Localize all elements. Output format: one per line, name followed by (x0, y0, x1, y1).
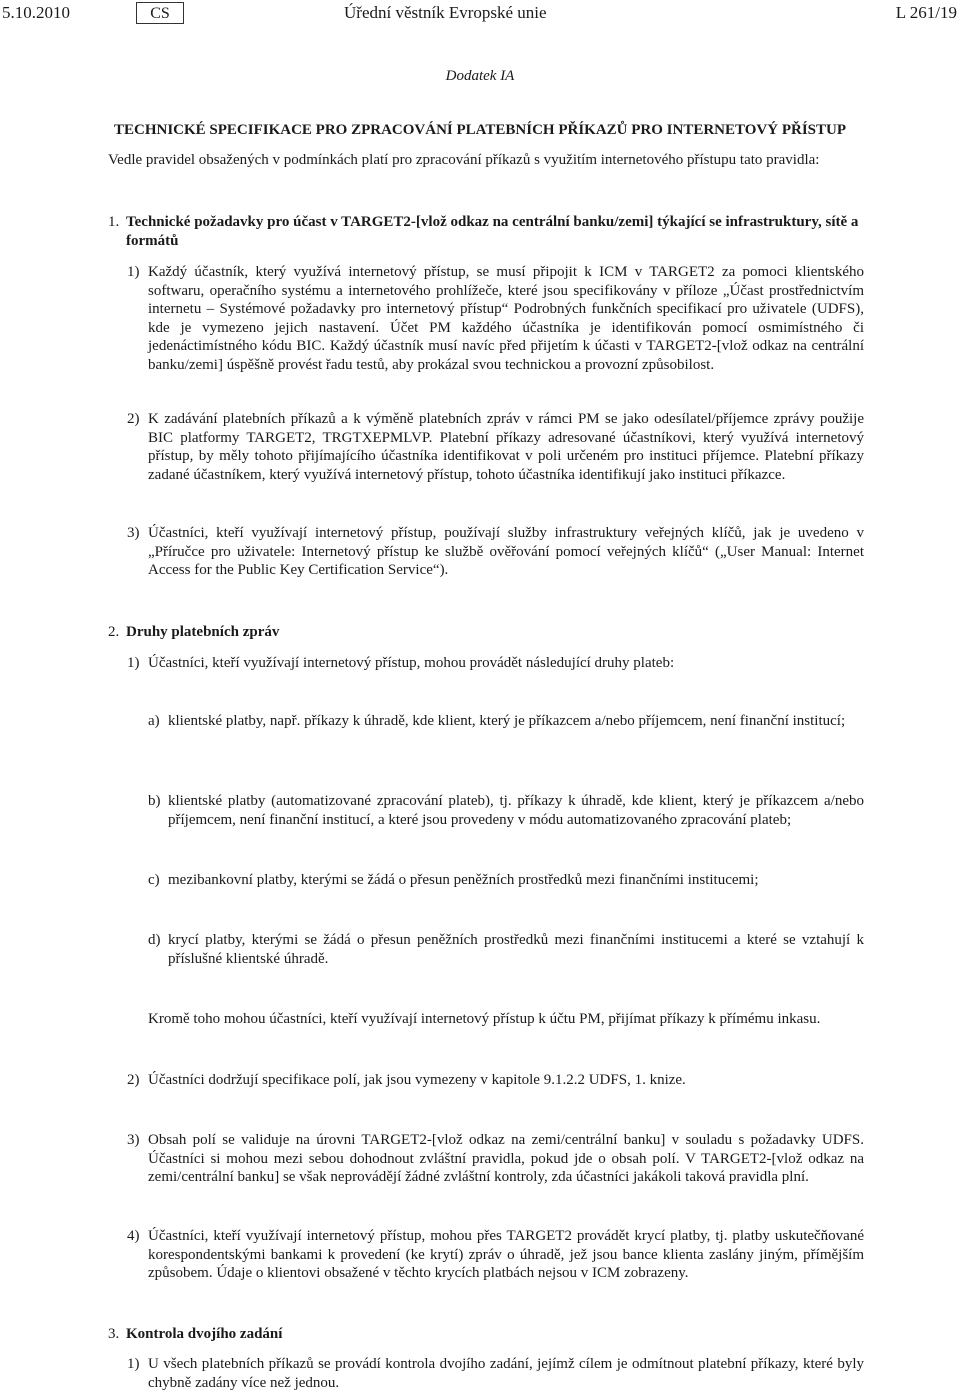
sub-list-item (148, 871, 864, 890)
section-2-note: Kromě toho mohou účastníci, kteří využívají internetový přístup k účtu PM, přijímat příkazy k přímému inkasu. (148, 1011, 821, 1027)
item-number: 3) (127, 525, 140, 541)
item-text: Účastníci, kteří využívají internetový přístup, mohou přes TARGET2 provádět krycí platby, tj. platby uskutečňované korespondentskými bankami k provedení (ke krytí) zpráv o úhradě, jež jsou bance klienta zaslány jiným, přímějším způsobem. Údaje o klientovi obsažené v těchto krycích platbách nejsou v ICM zobrazeny. (148, 1228, 864, 1281)
section-2-heading (108, 623, 868, 642)
sub-list-item (148, 931, 864, 968)
item-text: K zadávání platebních příkazů a k výměně platebních zpráv v rámci PM se jako odesílatel/příjemce zprávy použije BIC platformy TARGET2, TRGTXEPMLVP. Platební příkazy adresované účastníkovi, který využívá internetový přístup, by měly tohoto přijímajícího účastníka identifikovat v poli určeném pro instituci příjemce. Platební příkazy zadané účastníkem, který využívá internetový přístup, tohoto účastníka identifikují jako instituci příkazce. (148, 411, 864, 483)
item-number: 2) (127, 1072, 140, 1088)
item-text: Účastníci dodržují specifikace polí, jak jsou vymezeny v kapitole 9.1.2.2 UDFS, 1. knize. (148, 1072, 686, 1088)
sub-item-text: klientské platby (automatizované zpracování plateb), tj. příkazy k úhradě, kde klient, který je příkazcem a/nebo příjemcem, není finanční institucí, a které jsou provedeny v módu automatizovaného zpracování plateb; (168, 793, 864, 828)
section-1-title: Technické požadavky pro účast v TARGET2-[vlož odkaz na centrální banku/zemi] týkající se infrastruktury, sítě a formátů (126, 214, 859, 249)
page-number: L 261/19 (895, 3, 957, 22)
sub-item-text: mezibankovní platby, kterými se žádá o přesun peněžních prostředků mezi finančními institucemi; (168, 872, 759, 888)
item-number: 4) (127, 1228, 140, 1244)
list-item (127, 524, 864, 580)
item-number: 3) (127, 1132, 140, 1148)
list-item (127, 410, 864, 484)
item-text: U všech platebních příkazů se provádí kontrola dvojího zadání, jejímž cílem je odmítnout platební příkazy, které byly chybně zadány více než jednou. (148, 1356, 864, 1391)
item-number: 1) (127, 655, 140, 671)
sub-item-letter: d) (148, 932, 161, 948)
item-number: 2) (127, 411, 140, 427)
list-item (127, 654, 864, 673)
list-item (127, 1355, 864, 1392)
sub-list-item (148, 792, 864, 829)
section-3-number: 3. (108, 1326, 120, 1342)
section-2-title: Druhy platebních zpráv (126, 624, 280, 640)
section-1-number: 1. (108, 214, 120, 230)
sub-item-letter: c) (148, 872, 160, 888)
item-number: 1) (127, 1356, 140, 1372)
list-item (127, 263, 864, 374)
annex-label: Dodatek IA (445, 68, 515, 84)
section-2-number: 2. (108, 624, 120, 640)
item-text: Účastníci, kteří využívají internetový přístup, mohou provádět následující druhy plateb: (148, 655, 675, 671)
section-3-title: Kontrola dvojího zadání (126, 1326, 283, 1342)
sub-item-text: krycí platby, kterými se žádá o přesun peněžních prostředků mezi finančními institucemi a které se vztahují k příslušné klientské úhradě. (168, 932, 864, 967)
list-item (127, 1131, 864, 1187)
item-text: Každý účastník, který využívá internetový přístup, se musí připojit k ICM v TARGET2 za pomoci klientského softwaru, operačního systému a internetového prohlížeče, které jsou specifikovány v příloze „Účast prostřednictvím internetu – Systémové požadavky pro internetový přístup“ Podrobných funkčních specifikací pro uživatele (UDFS), kde je vymezeno jejich nastavení. Účet PM každého účastníka je identifikován pomocí osmimístného či jedenáctimístného kódu BIC. Každý účastník musí navíc před přijetím k účasti v TARGET2-[vlož odkaz na centrální banku/zemi] úspěšně provést řadu testů, aby prokázal svou technickou a provozní způsobilost. (148, 264, 864, 373)
publication-date: 5.10.2010 (2, 3, 70, 22)
sub-item-text: klientské platby, např. příkazy k úhradě, kde klient, který je příkazcem a/nebo příjemcem, není finanční institucí; (168, 713, 846, 729)
journal-title: Úřední věstník Evropské unie (344, 3, 547, 22)
sub-item-letter: b) (148, 793, 161, 809)
section-3-heading (108, 1325, 868, 1344)
annex-title: TECHNICKÉ SPECIFIKACE PRO ZPRACOVÁNÍ PLATEBNÍCH PŘÍKAZŮ PRO INTERNETOVÝ PŘÍSTUP (113, 122, 847, 138)
list-item (127, 1227, 864, 1283)
section-1-heading (108, 213, 868, 250)
item-number: 1) (127, 264, 140, 280)
page-header (0, 2, 960, 26)
item-text: Obsah polí se validuje na úrovni TARGET2-[vlož odkaz na zemi/centrální banku] v souladu s požadavky UDFS. Účastníci si mohou mezi sebou dohodnout zvláštní pravidla, pokud jde o obsah polí. V TARGET2-[vlož odkaz na zemi/centrální banku] se však neprovádějí žádné zvláštní kontroly, zda účastníci jakákoli taková pravidla plní. (148, 1132, 864, 1185)
annex-intro: Vedle pravidel obsažených v podmínkách platí pro zpracování příkazů s využitím internetového přístupu tato pravidla: (108, 152, 820, 168)
item-text: Účastníci, kteří využívají internetový přístup, používají služby infrastruktury veřejných klíčů, jak je uvedeno v „Příručce pro uživatele: Internetový přístup ke službě ověřování pomocí veřejných klíčů“ („User Manual: Internet Access for the Public Key Certification Service“). (148, 525, 864, 578)
sub-item-letter: a) (148, 713, 160, 729)
sub-list-item (148, 712, 864, 731)
list-item (127, 1071, 864, 1090)
language-badge: CS (136, 2, 184, 24)
